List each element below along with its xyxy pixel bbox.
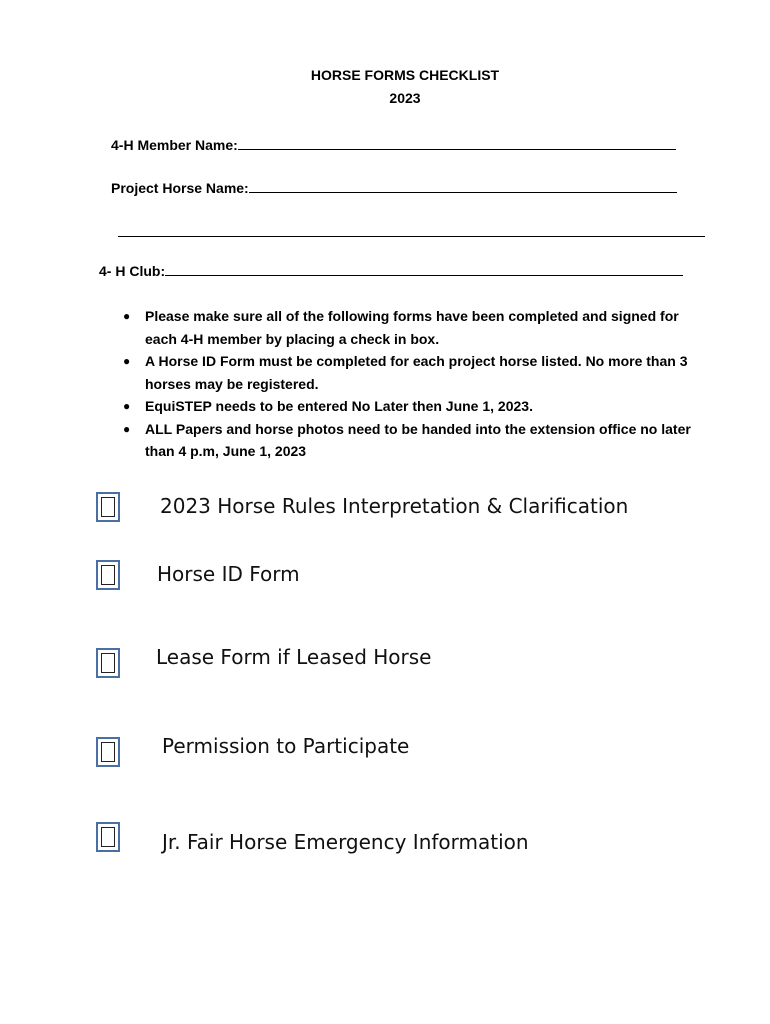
member-name-field[interactable] bbox=[111, 135, 676, 153]
horse-name-line[interactable] bbox=[249, 178, 677, 193]
page-title: HORSE FORMS CHECKLIST bbox=[310, 67, 500, 83]
horse-name-field[interactable] bbox=[111, 178, 677, 196]
list-item bbox=[121, 395, 711, 418]
club-label: 4- H Club: bbox=[99, 263, 166, 279]
bullet-icon: ● bbox=[123, 399, 131, 413]
instruction-text: Please make sure all of the following forms have been completed and signed for each 4-H member by placing a check in box. bbox=[145, 308, 679, 347]
list-item bbox=[121, 418, 711, 463]
checklist-label: Jr. Fair Horse Emergency Information bbox=[162, 830, 529, 854]
checklist-label: Horse ID Form bbox=[157, 562, 300, 586]
page-year: 2023 bbox=[389, 90, 421, 106]
club-field[interactable] bbox=[99, 261, 683, 279]
list-item bbox=[121, 305, 711, 350]
checklist-label: 2023 Horse Rules Interpretation & Clarification bbox=[160, 494, 629, 518]
checklist-label: Permission to Participate bbox=[162, 734, 410, 758]
checkbox[interactable] bbox=[96, 560, 120, 590]
club-line[interactable] bbox=[165, 261, 683, 276]
instruction-text: ALL Papers and horse photos need to be handed into the extension office no later than 4 p.m, June 1, 2023 bbox=[145, 420, 691, 459]
bullet-icon: ● bbox=[123, 309, 131, 323]
horse-name-continuation-line[interactable] bbox=[118, 222, 705, 237]
horse-name-continuation-field[interactable] bbox=[118, 222, 705, 240]
checkbox[interactable] bbox=[96, 737, 120, 767]
list-item bbox=[121, 350, 711, 395]
checkbox[interactable] bbox=[96, 648, 120, 678]
bullet-icon: ● bbox=[123, 421, 131, 436]
member-name-label: 4-H Member Name: bbox=[111, 137, 238, 153]
instructions-list bbox=[121, 305, 711, 463]
checklist-label: Lease Form if Leased Horse bbox=[156, 645, 432, 669]
bullet-icon: ● bbox=[123, 354, 131, 368]
checkbox[interactable] bbox=[96, 492, 120, 522]
member-name-line[interactable] bbox=[238, 135, 676, 150]
instruction-text: A Horse ID Form must be completed for each project horse listed. No more than 3 horses may be registered. bbox=[145, 353, 688, 392]
instruction-text: EquiSTEP needs to be entered No Later then June 1, 2023. bbox=[145, 398, 533, 414]
horse-name-label: Project Horse Name: bbox=[111, 180, 249, 196]
checkbox[interactable] bbox=[96, 822, 120, 852]
